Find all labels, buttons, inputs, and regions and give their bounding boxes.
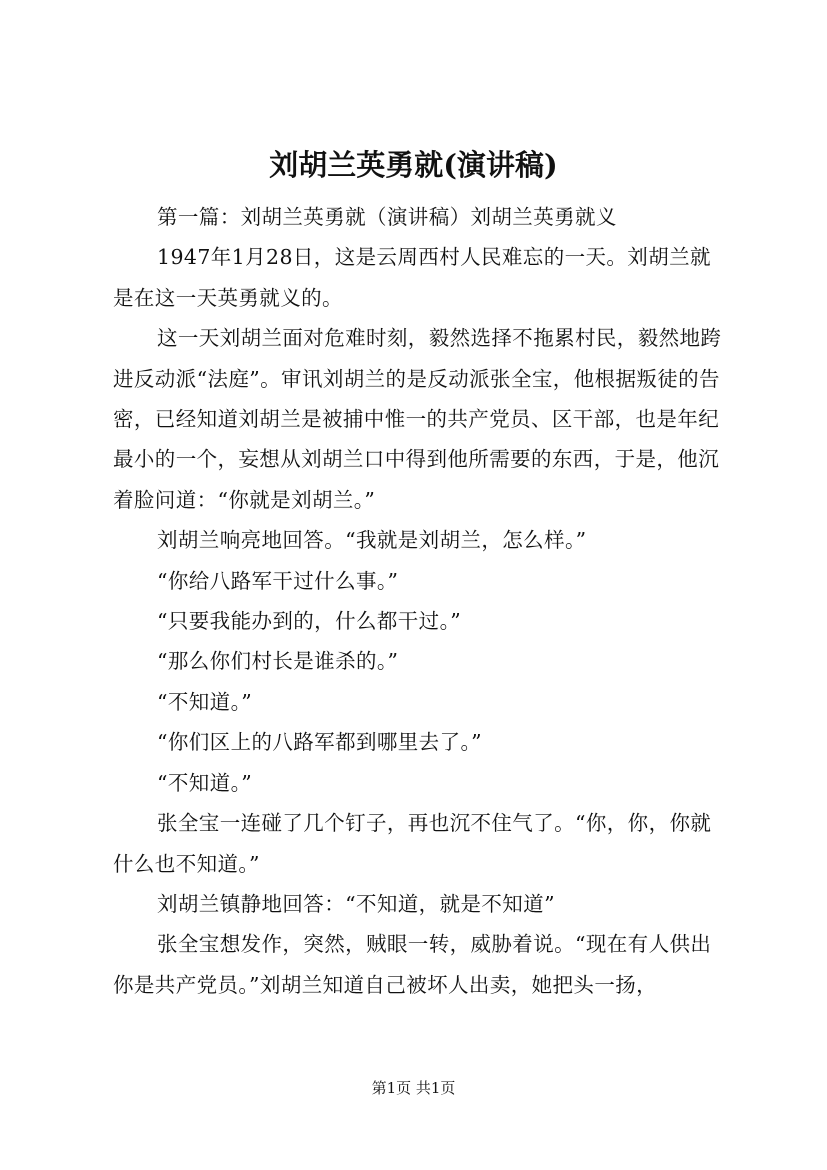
paragraph-7: “那么你们村长是谁杀的。” <box>157 649 399 674</box>
paragraph-9: “你们区上的八路军都到哪里去了。” <box>157 730 483 755</box>
document-body <box>113 197 725 1005</box>
paragraph-4: 刘胡兰响亮地回答。“我就是刘胡兰，怎么样。” <box>157 528 587 553</box>
paragraph-13: 张全宝想发作，突然，贼眼一转，威胁着说。“现在有人供出你是共产党员。”刘胡兰知道自己被坏人出卖，她把头一扬， <box>113 932 712 997</box>
paragraph-8: “不知道。” <box>157 689 253 714</box>
paragraph-2: 1947年1月28日，这是云周西村人民难忘的一天。刘胡兰就是在这一天英勇就义的。 <box>113 245 711 310</box>
paragraph-12: 刘胡兰镇静地回答：“不知道，就是不知道” <box>157 891 555 916</box>
paragraph-10: “不知道。” <box>157 770 253 795</box>
paragraph-11: 张全宝一连碰了几个钉子，再也沉不住气了。“你，你，你就什么也不知道。” <box>113 811 712 876</box>
paragraph-5: “你给八路军干过什么事。” <box>157 568 399 593</box>
document-title: 刘胡兰英勇就(演讲稿) <box>269 148 558 182</box>
paragraph-3: 这一天刘胡兰面对危难时刻，毅然选择不拖累村民，毅然地跨进反动派“法庭”。审讯刘胡兰的是反动派张全宝，他根据叛徒的告密，已经知道刘胡兰是被捕中惟一的共产党员、区干部，也是年纪最小的一个，妄想从刘胡兰口中得到他所需要的东西，于是，他沉着脸问道：“你就是刘胡兰。” <box>113 326 722 512</box>
paragraph-1: 第一篇：刘胡兰英勇就（演讲稿）刘胡兰英勇就义 <box>157 205 617 229</box>
paragraph-6: “只要我能办到的，什么都干过。” <box>157 609 462 634</box>
page-footer: 第1页 共1页 <box>371 1079 456 1097</box>
